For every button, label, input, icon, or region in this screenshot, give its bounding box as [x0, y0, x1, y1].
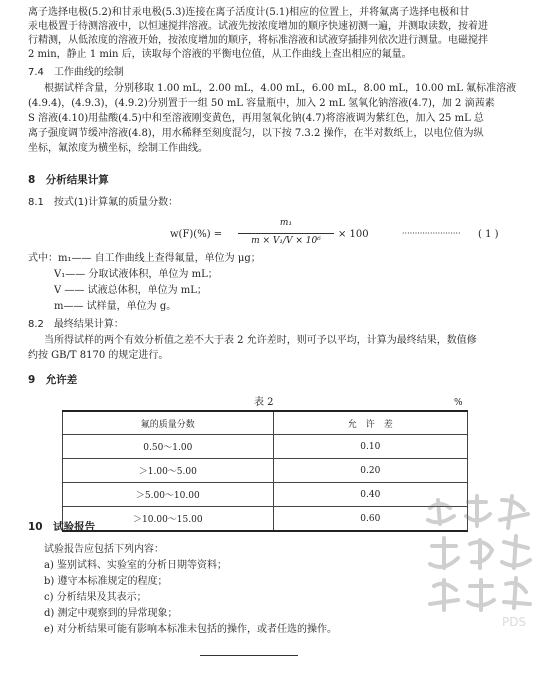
report-intro-line: 试验报告应包括下列内容： — [44, 544, 164, 555]
table-cell-tolerance: 0.20 — [273, 459, 467, 483]
s7-4-line-4: 离子强度调节缓冲溶液(4.8)，用水稀释至刻度混匀，以下按 7.3.2 操作，在半对数纸上，以电位值为纵 — [28, 128, 484, 139]
formula-denominator: m × V₁/V × 10⁶ — [251, 236, 321, 246]
table-cell-range: 0.50～1.00 — [63, 435, 274, 459]
tolerance-table — [62, 410, 468, 532]
intro-line-3: 行精测，从低浓度的溶液开始，按浓度增加的顺序，将标准溶液和试液穿插排列依次进行测量。电磁搅拌 — [28, 35, 488, 46]
intro-line-1: 离子选择电极(5.2)和甘汞电极(5.3)连接在离子活度计(5.1)相应的位置上，并将氟离子选择电极和甘 — [28, 7, 470, 18]
table-cell-tolerance: 0.10 — [273, 435, 467, 459]
table-cell-tolerance: 0.40 — [273, 483, 467, 507]
table-cell-range: ＞5.00～10.00 — [63, 483, 274, 507]
section-8-2-heading: 8.2 最终结果计算： — [28, 319, 124, 330]
section-10-heading: 10 试验报告 — [28, 521, 96, 533]
where-line-2: V₁—— 分取试液体积，单位为 mL； — [54, 269, 218, 280]
watermark-seal — [420, 490, 545, 630]
s7-4-line-5: 坐标，氟浓度为横坐标，绘制工作曲线。 — [28, 143, 208, 154]
intro-line-4: 2 min，静止 1 min 后，读取每个溶液的平衡电位值，从工作曲线上查出相应的氟量。 — [28, 49, 412, 60]
s8-2-line-2: 约按 GB/T 8170 的规定进行。 — [28, 350, 169, 361]
formula-dots: ······················· — [402, 229, 461, 238]
end-rule — [200, 655, 298, 656]
table-row — [63, 483, 468, 507]
table-cell-tolerance: 0.60 — [273, 507, 467, 532]
table-title: 表 2 — [254, 397, 274, 408]
table-row — [63, 507, 468, 532]
table-unit: % — [454, 398, 463, 408]
where-line-3: V —— 试液总体积，单位为 mL； — [54, 285, 207, 296]
section-7-4-heading: 7.4 工作曲线的绘制 — [28, 67, 124, 78]
formula-numerator: m₁ — [279, 218, 293, 228]
column-header-fluorine-fraction: 氟的质量分数 — [63, 411, 274, 435]
section-8-heading: 8 分析结果计算 — [28, 174, 109, 186]
s7-4-line-2: (4.9.4)，(4.9.3)，(4.9.2)分别置于一组 50 mL 容量瓶中，加入 2 mL 氢氧化钠溶液(4.7)，加 2 滴茜素 — [28, 98, 495, 109]
formula-number: ( 1 ) — [478, 229, 499, 240]
formula-lhs: w(F)(%) = — [170, 229, 223, 240]
table-row — [63, 459, 468, 483]
s8-2-line-1: 当所得试样的两个有效分析值之差不大于表 2 允许差时，则可予以平均，计算为最终结果，数值修 — [44, 335, 477, 346]
report-item-d: d) 测定中观察到的异常现象； — [44, 608, 178, 619]
column-header-tolerance: 允 许 差 — [273, 411, 467, 435]
where-line-4: m—— 试样量，单位为 g。 — [54, 301, 177, 312]
fraction-bar — [238, 233, 334, 234]
report-item-a: a) 鉴别试料、实验室的分析日期等资料； — [44, 560, 228, 571]
table-cell-range: ＞10.00～15.00 — [63, 507, 274, 532]
report-item-b: b) 遵守本标准规定的程度； — [44, 576, 168, 587]
table-row — [63, 435, 468, 459]
report-item-c: c) 分析结果及其表示； — [44, 592, 147, 603]
s7-4-line-3: S 溶液(4.10)用盐酸(4.5)中和至溶液刚变黄色，再用氢氧化钠(4.7)将溶液调为紫红色，加入 25 mL 总 — [28, 113, 484, 124]
intro-line-2: 汞电极置于待测溶液中，以恒速搅拌溶液。试液先按浓度增加的顺序快速初测一遍，并测取读数，按着进 — [28, 21, 488, 32]
where-line-1: 式中：m₁—— 自工作曲线上查得氟量，单位为 μg； — [28, 253, 261, 264]
s7-4-line-1: 根据试样含量，分别移取 1.00 mL，2.00 mL，4.00 mL，6.00 mL，8.00 mL，10.00 mL 氟标准溶液 — [44, 83, 517, 94]
watermark-text: PDS — [502, 615, 527, 629]
section-8-1-heading: 8.1 按式(1)计算氟的质量分数： — [28, 197, 179, 208]
report-item-e: e) 对分析结果可能有影响本标准未包括的操作，或者任选的操作。 — [44, 624, 337, 635]
table-cell-range: ＞1.00～5.00 — [63, 459, 274, 483]
formula-tail: × 100 — [338, 229, 369, 240]
section-9-heading: 9 允许差 — [28, 374, 78, 386]
